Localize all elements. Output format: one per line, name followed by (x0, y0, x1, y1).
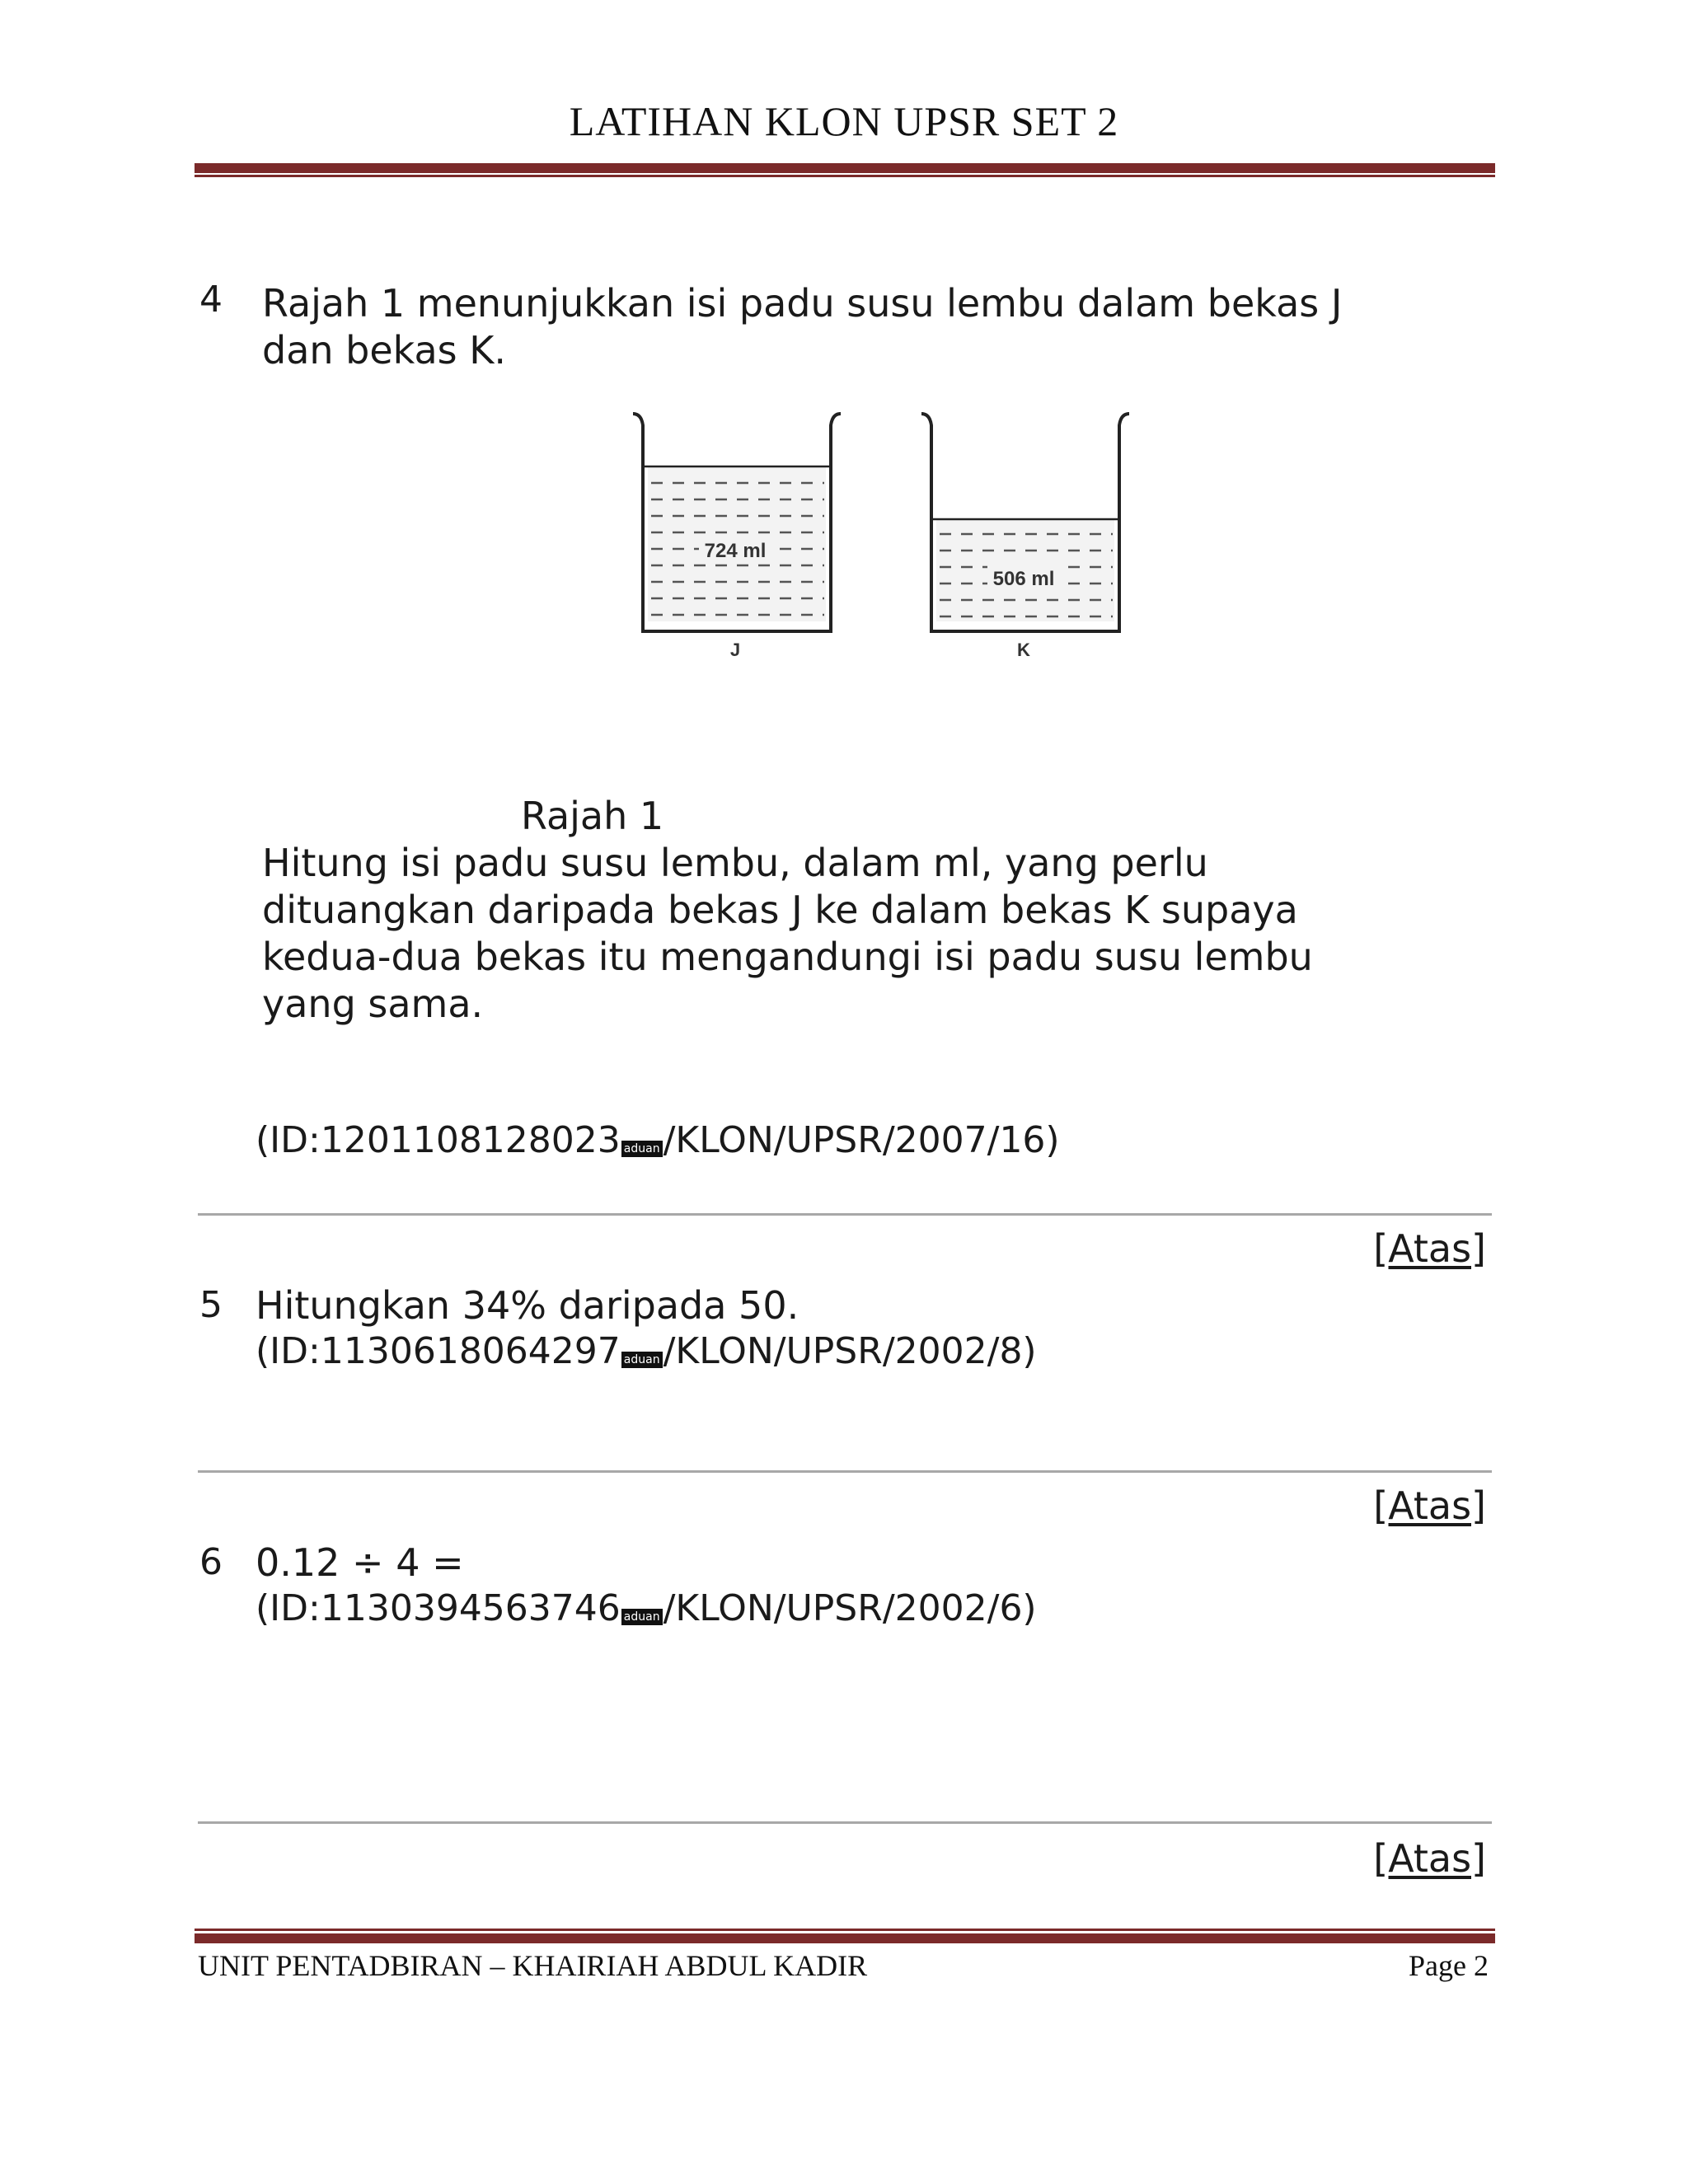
container-j (633, 414, 841, 660)
question-6-text: 0.12 ÷ 4 = (256, 1540, 464, 1585)
separator (198, 1821, 1492, 1824)
question-4-line-1: Rajah 1 menunjukkan isi padu susu lembu dalam bekas J (262, 281, 1343, 326)
container-k-label: K (1017, 640, 1030, 660)
rajah-1-figure (626, 404, 1129, 668)
question-4-id-prefix: (ID:1201108128023 (256, 1119, 621, 1161)
question-6-number: 6 (199, 1541, 223, 1583)
question-6-id-suffix: /KLON/UPSR/2002/6) (663, 1587, 1037, 1629)
container-k (921, 414, 1129, 660)
question-6-id (256, 1587, 1037, 1629)
separator (198, 1470, 1492, 1473)
footer-rule-thin (195, 1929, 1495, 1931)
header-rule-thin (195, 175, 1495, 177)
atas-link[interactable]: [Atas] (1373, 1836, 1486, 1881)
footer-rule-thick (195, 1933, 1495, 1943)
question-4-body-line-1: Hitung isi padu susu lembu, dalam ml, yang perlu (262, 841, 1208, 885)
question-5-text: Hitungkan 34% daripada 50. (256, 1283, 799, 1328)
question-4-line-2: dan bekas K. (262, 328, 507, 373)
container-k-volume: 506 ml (992, 568, 1055, 590)
container-j-volume: 724 ml (704, 540, 767, 562)
figure-caption: Rajah 1 (521, 794, 664, 838)
container-j-label: J (729, 640, 741, 660)
atas-link[interactable]: [Atas] (1373, 1483, 1486, 1528)
atas-link[interactable]: [Atas] (1373, 1226, 1486, 1271)
question-4-body-line-4: yang sama. (262, 982, 484, 1026)
separator (198, 1213, 1492, 1216)
question-4-number: 4 (199, 279, 223, 321)
footer-author: UNIT PENTADBIRAN – KHAIRIAH ABDUL KADIR (198, 1949, 868, 1982)
question-5-number: 5 (199, 1284, 223, 1326)
question-5-id-prefix: (ID:1130618064297 (256, 1330, 621, 1372)
question-4-body-line-3: kedua-dua bekas itu mengandungi isi padu susu lembu (262, 935, 1313, 979)
question-4-id-suffix: /KLON/UPSR/2007/16) (663, 1119, 1060, 1161)
page-header-title: LATIHAN KLON UPSR SET 2 (569, 98, 1119, 144)
header-rule-thick (195, 163, 1495, 173)
aduan-badge[interactable]: aduan (621, 1609, 663, 1625)
question-5-id (256, 1330, 1037, 1372)
aduan-badge[interactable]: aduan (621, 1141, 663, 1157)
question-4-id (256, 1119, 1060, 1161)
question-4-body-line-2: dituangkan daripada bekas J ke dalam bekas K supaya (262, 888, 1298, 932)
aduan-badge[interactable]: aduan (621, 1352, 663, 1368)
footer-page-number: Page 2 (1409, 1949, 1489, 1982)
question-5-id-suffix: /KLON/UPSR/2002/8) (663, 1330, 1037, 1372)
question-6-id-prefix: (ID:1130394563746 (256, 1587, 621, 1629)
